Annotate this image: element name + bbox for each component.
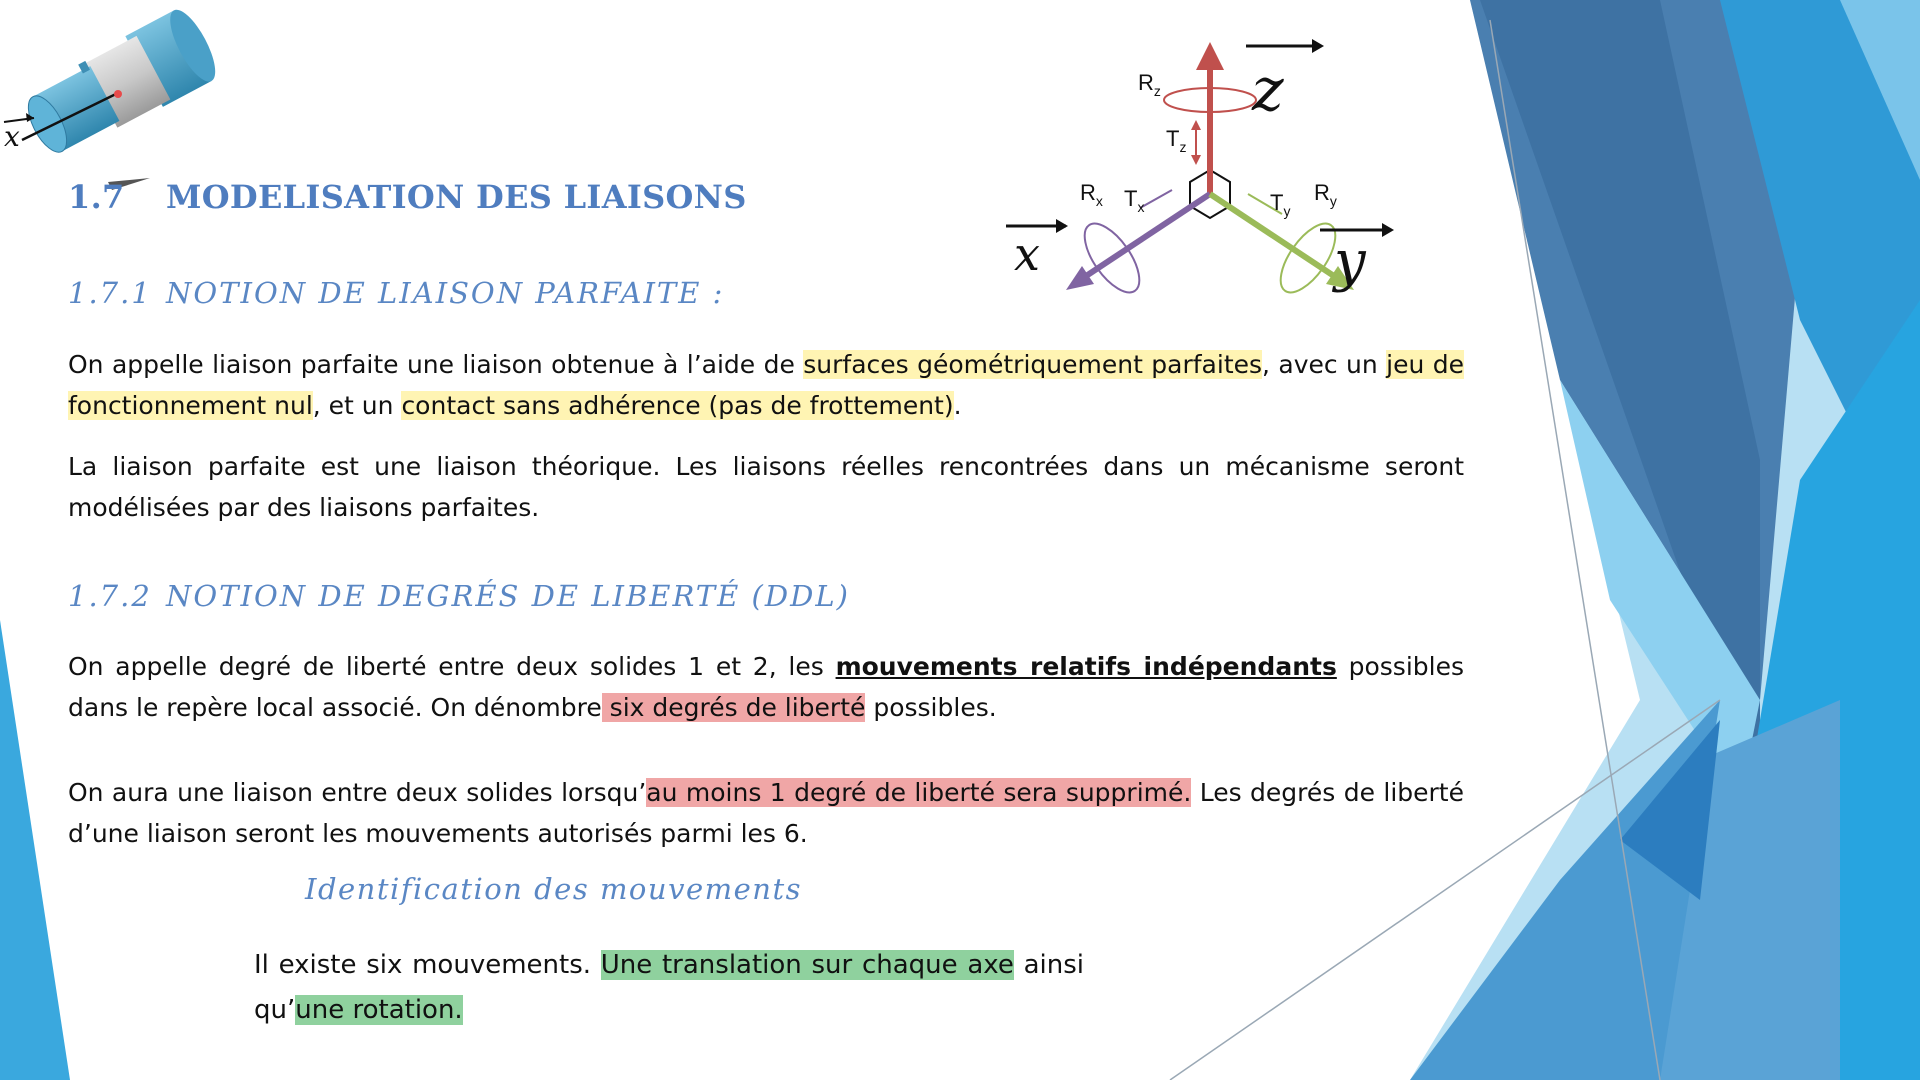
- subsection-number-1: 1.7.1: [68, 276, 152, 310]
- para4-text: Les degrés de liberté d’une liaison seront les mouvements autorisés parmi les 6.: [68, 778, 1464, 848]
- para5-text: Il existe six mouvements.: [254, 950, 601, 980]
- section-title: MODELISATION DES LIAISONS: [166, 178, 747, 216]
- highlight-jeu: jeu de fonctionnement nul: [68, 350, 1465, 420]
- left-decorative-facets: [0, 620, 70, 1080]
- section-heading: [68, 178, 747, 216]
- tx-translation-arrow: [1140, 190, 1172, 208]
- degrees-of-freedom-diagram: [990, 30, 1460, 320]
- para3-text: possibles.: [865, 693, 997, 722]
- paragraph-liaison-theorique: La liaison parfaite est une liaison théorique. Les liaisons réelles rencontrées dans un mécanisme seront modélisées par des liaisons parfaites.: [68, 452, 1464, 522]
- tx-label: $T_x$: [1124, 186, 1145, 215]
- subsection-title-1: NOTION DE LIAISON PARFAITE :: [166, 276, 725, 310]
- section-number: 1.7: [68, 178, 125, 216]
- highlight-surfaces: surfaces géométriquement parfaites: [803, 350, 1263, 379]
- para4-text: On aura une liaison entre deux solides lorsqu’: [68, 778, 647, 807]
- para3-text: On appelle degré de liberté entre deux solides 1 et 2, les: [68, 652, 836, 681]
- rz-label: $R_z$: [1138, 70, 1161, 99]
- subsection-number-2: 1.7.2: [68, 579, 152, 613]
- underlined-mouvements: mouvements relatifs indépendants: [835, 652, 1337, 681]
- paragraph-liaison-parfaite: [68, 344, 1464, 426]
- cylinder-origin-point: [114, 90, 122, 98]
- ty-label: $T_y$: [1270, 190, 1291, 219]
- para1-text: , avec un: [1262, 350, 1387, 379]
- x-axis-label: x: [1014, 227, 1040, 281]
- para3-text: possibles dans le repère local associé. On dénombre: [68, 652, 1464, 722]
- highlight-degre-supprime: au moins 1 degré de liberté sera supprimé.: [646, 778, 1192, 807]
- paragraph-degre-liberte: [68, 646, 1464, 728]
- cylinder-axis-label: x: [4, 120, 20, 153]
- highlight-rotation: une rotation.: [295, 995, 463, 1025]
- subsection-title-2: NOTION DE DEGRÉS DE LIBERTÉ (DDL): [166, 579, 850, 613]
- cylinder-illustration: [0, 0, 250, 190]
- tz-label: $T_z$: [1166, 126, 1187, 155]
- subsection-heading-1: [68, 276, 724, 310]
- subsection-heading-2: [68, 579, 850, 613]
- highlight-contact: contact sans adhérence (pas de frottement): [401, 391, 954, 420]
- identification-heading: Identification des mouvements: [305, 872, 802, 906]
- paragraph-six-mouvements: [254, 943, 1084, 1033]
- highlight-translation: Une translation sur chaque axe: [600, 950, 1014, 980]
- y-axis-label: y: [1334, 229, 1366, 294]
- para1-text: On appelle liaison parfaite une liaison obtenue à l’aide de: [68, 350, 804, 379]
- rx-label: $R_x$: [1080, 180, 1103, 209]
- para5-text: ainsi qu’: [254, 950, 1085, 1025]
- paragraph-liaison-deux-solides: [68, 772, 1464, 854]
- para1-text: .: [953, 391, 962, 420]
- highlight-six-degres: six degrés de liberté: [601, 693, 866, 722]
- ry-label: $R_y$: [1314, 180, 1337, 209]
- para1-text: , et un: [312, 391, 402, 420]
- z-axis-label: z: [1252, 55, 1284, 125]
